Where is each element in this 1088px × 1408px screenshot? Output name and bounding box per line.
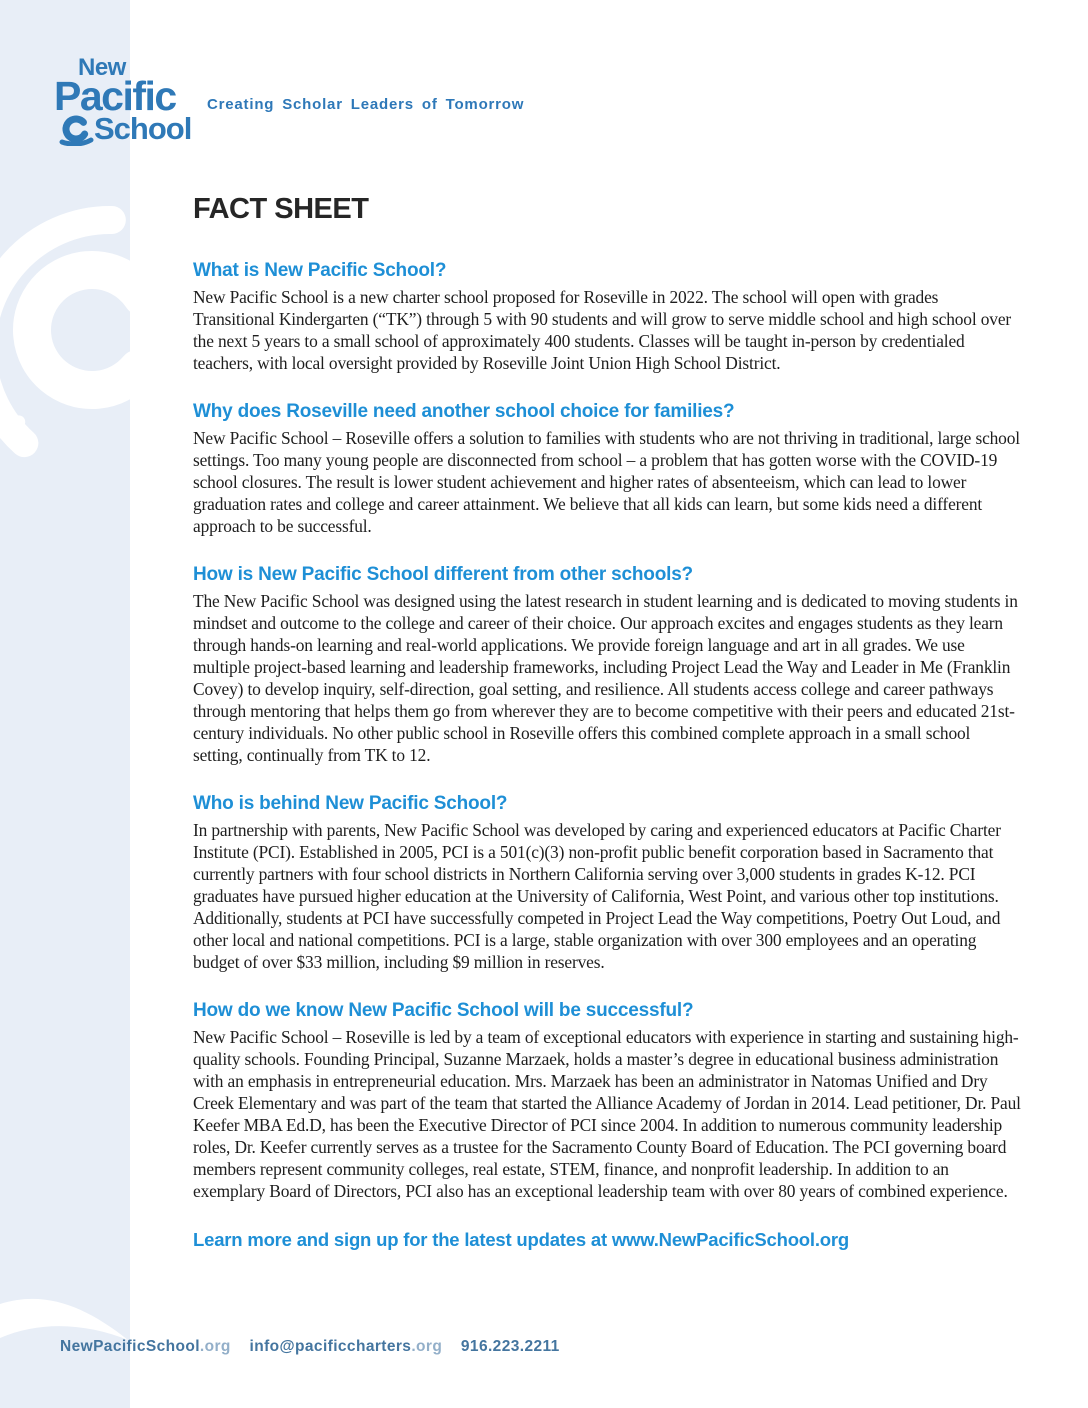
logo-word-pacific: Pacific — [54, 73, 176, 119]
footer-phone: 916.223.2211 — [460, 1338, 560, 1355]
tagline: Creating Scholar Leaders of Tomorrow — [207, 96, 525, 113]
section-heading: How do we know New Pacific School will be successful? — [193, 1000, 694, 1021]
section-paragraph: New Pacific School is a new charter school proposed for Roseville in 2022. The school will open with grades Transitional Kindergarten (“TK”) through 5 with 90 students and will grow to serve middle school and high school over the next 5 years to a small school of approximately 400 students. Classes will be taught in-person by credentialed teachers, with local oversight provided by Roseville Joint Union High School District. — [193, 287, 1012, 373]
logo-wave-icon — [58, 114, 94, 146]
signup-cta: Learn more and sign up for the latest updates at www.NewPacificSchool.org — [193, 1229, 849, 1250]
logo-word-new: New — [78, 54, 126, 81]
footer-website-tld: .org — [199, 1338, 231, 1355]
document-body — [193, 193, 1021, 1251]
section-what-is — [193, 260, 1021, 374]
footer-website-name: NewPacificSchool — [60, 1338, 200, 1355]
left-band — [0, 0, 130, 1408]
section-heading: What is New Pacific School? — [193, 260, 447, 281]
footer-email-tld: .org — [411, 1338, 443, 1355]
section-paragraph: The New Pacific School was designed using the latest research in student learning and is dedicated to moving students in mindset and outcome to the college and career of their choice. Our approach excites and engages students as they learn through hands-on learning and real-world applications. We provide foreign language and art in all grades. We use multiple project-based learning and leadership frameworks, including Project Lead the Way and Leader in Me (Franklin Covey) to develop inquiry, self-direction, goal setting, and resilience. All students access college and career pathways through mentoring that helps them go from wherever they are to become competitive with their peers and educated 21st-century individuals. No other public school in Roseville offers this combined complete approach in a small school setting, continually from TK to 12. — [193, 591, 1018, 765]
section-heading: How is New Pacific School different from other schools? — [193, 564, 693, 585]
section-who-behind — [193, 793, 1021, 973]
wave-swirl-graphic — [0, 178, 130, 523]
page-title: FACT SHEET — [193, 193, 369, 225]
school-logo — [54, 52, 204, 152]
section-heading: Who is behind New Pacific School? — [193, 793, 508, 814]
section-why-roseville — [193, 401, 1021, 537]
footer-email-name: info@pacificcharters — [249, 1338, 412, 1355]
footer-contact — [60, 1338, 574, 1356]
section-successful — [193, 1000, 1021, 1202]
footer-website — [60, 1338, 231, 1355]
section-heading: Why does Roseville need another school choice for families? — [193, 401, 735, 422]
section-paragraph: New Pacific School – Roseville offers a solution to families with students who are not thriving in traditional, large school settings. Too many young people are disconnected from school – a problem that has gotten worse with the COVID-19 school closures. The result is lower student achievement and higher rates of absenteeism, which can lead to lower graduation rates and college and career attainment. We believe that all kids can learn, but some kids need a different approach to be successful. — [193, 428, 1020, 536]
section-how-different — [193, 564, 1021, 766]
footer-email — [250, 1338, 443, 1355]
section-paragraph: New Pacific School – Roseville is led by a team of exceptional educators with experience in starting and sustaining high-quality schools. Founding Principal, Suzanne Marzaek, holds a master’s degree in educational business administration with an emphasis in entrepreneurial education. Mrs. Marzaek has been an administrator in Natomas Unified and Dry Creek Elementary and was part of the team that started the Alliance Academy of Jordan in 2014. Lead petitioner, Dr. Paul Keefer MBA Ed.D, has been the Executive Director of PCI since 2004. In addition to numerous community leadership roles, Dr. Keefer currently serves as a trustee for the Sacramento County Board of Education. The PCI governing board members represent community colleges, real estate, STEM, finance, and nonprofit leadership. In addition to an exemplary Board of Directors, PCI also has an exceptional leadership team with over 80 years of combined experience. — [193, 1027, 1021, 1201]
section-paragraph: In partnership with parents, New Pacific School was developed by caring and experienced educators at Pacific Charter Institute (PCI). Established in 2005, PCI is a 501(c)(3) non-profit public benefit corporation based in Sacramento that currently partners with four school districts in Northern California serving over 3,000 students in grades K-12. PCI graduates have pursued higher education at the University of California, West Point, and various other top institutions. Additionally, students at PCI have successfully competed in Project Lead the Way competitions, Poetry Out Loud, and other local and national competitions. PCI is a large, stable organization with over 300 employees and an operating budget of over $33 million, including $9 million in reserves. — [193, 820, 1001, 972]
logo-word-school: School — [94, 111, 192, 146]
